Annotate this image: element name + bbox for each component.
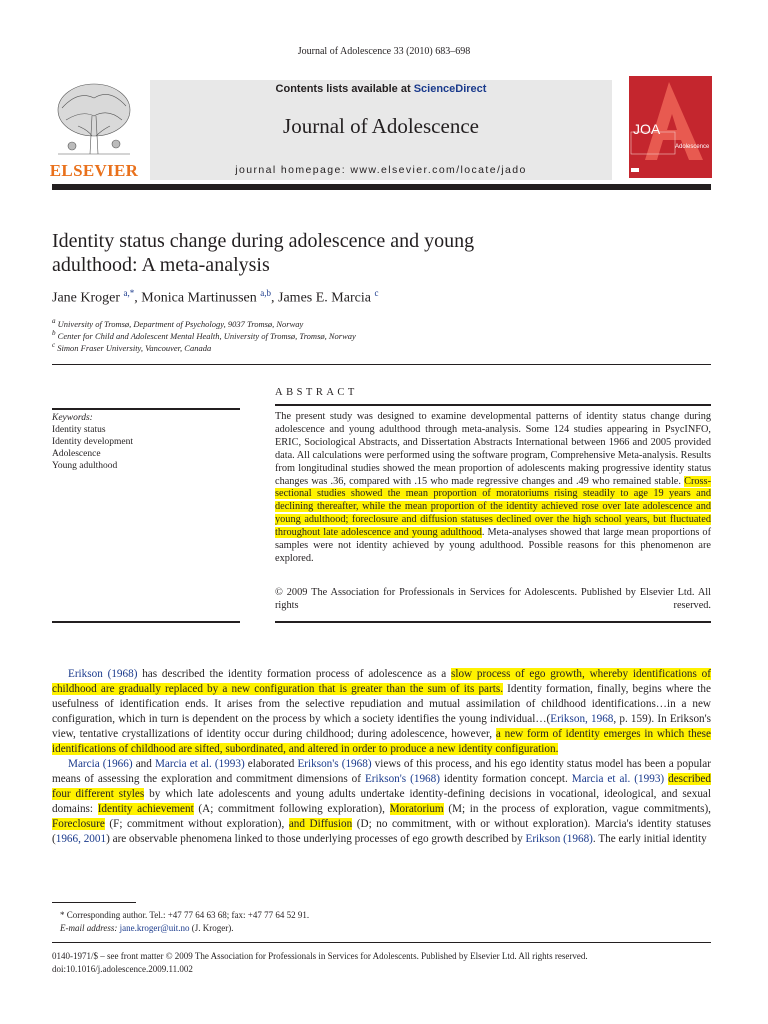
email-suffix: (J. Kroger).: [189, 923, 234, 933]
author-affil-mark[interactable]: a,*: [123, 288, 135, 298]
body-text-run: (D; no commitment, with or without exploration). Marcia's identity statuses (: [52, 818, 712, 845]
keyword: Identity development: [52, 437, 133, 447]
body-paragraph-2: [52, 757, 711, 847]
highlighted-text: Identity achievement: [97, 803, 194, 815]
body-text-run: , p. 159). In Erikson's view, tentative crystallizations of identity occur during childhood; during adolescence, however,: [52, 713, 712, 740]
body-text-run: elaborated: [244, 758, 298, 770]
copyright-text: © 2009 The Association for Professionals in Services for Adolescents. Published by Elsevier Ltd. All rights reserved.: [275, 587, 711, 611]
keyword: Identity status: [52, 425, 106, 435]
affil-mark: a: [52, 317, 56, 325]
citation-link[interactable]: Erikson (1968): [68, 668, 138, 680]
citation-link[interactable]: Marcia et al. (1993): [571, 773, 665, 785]
title-divider: [52, 364, 711, 365]
journal-homepage[interactable]: journal homepage: www.elsevier.com/locate/jado: [235, 164, 527, 176]
doi-line: doi:10.1016/j.adolescence.2009.11.002: [52, 964, 193, 974]
highlighted-text: Foreclosure: [52, 818, 105, 830]
affiliation: [52, 317, 652, 329]
footer-rule: [52, 942, 711, 943]
body-text-run: (M; in the process of exploration, vague commitments),: [443, 803, 711, 815]
affil-mark: c: [52, 341, 56, 349]
keywords-bottom-rule: [52, 621, 240, 623]
body-text-run: has described the identity formation process of adolescence as a: [137, 668, 451, 680]
body-text-run: . The early initial identity: [592, 833, 707, 845]
citation-link[interactable]: Erikson's (1968): [297, 758, 372, 770]
keyword: Adolescence: [52, 449, 101, 459]
email-note: [60, 923, 233, 933]
citation-link[interactable]: Marcia et al. (1993): [154, 758, 245, 770]
body-text-run: (F; commitment without exploration),: [104, 818, 289, 830]
journal-citation: Journal of Adolescence 33 (2010) 683–698: [297, 46, 471, 57]
footnote-rule: [52, 902, 136, 903]
keywords-heading: Keywords:: [52, 413, 93, 423]
author-list: Jane Kroger $^{a,*}$, Monica Martinussen $^{a,b}$, James E. Marcia $^c$: [52, 288, 379, 306]
issn-line: 0140-1971/$ – see front matter © 2009 The Association for Professionals in Services for Adolescents. Published by Elsevier Ltd. All rights reserved.: [52, 951, 588, 961]
journal-cover: [629, 76, 712, 178]
contents-prefix: Contents lists available at: [275, 83, 414, 95]
body-paragraph-1: [52, 667, 711, 757]
journal-title: Journal of Adolescence: [283, 114, 479, 138]
email-label: E-mail address:: [60, 923, 118, 933]
title-line-2: adulthood: A meta-analysis: [52, 254, 270, 276]
citation-link[interactable]: 1966, 2001: [55, 833, 107, 845]
title-line-1: Identity status change during adolescence and young: [52, 230, 475, 252]
abstract-end: . Meta-analyses showed that large mean proportions of samples were not identity achieved by young adulthood. Possible reasons for this phenomenon are explored.: [275, 527, 711, 564]
body-text-run: and: [132, 758, 155, 770]
cover-letters: JOA: [633, 121, 661, 137]
highlighted-text: described four different styles: [52, 773, 711, 800]
keywords-top-rule: [52, 408, 240, 410]
masthead-rule: [52, 184, 711, 190]
abstract-text: [275, 411, 711, 566]
author-name: James E. Marcia: [278, 290, 371, 306]
affil-text: Simon Fraser University, Vancouver, Canada: [57, 342, 212, 353]
citation-link[interactable]: Erikson, 1968: [550, 713, 614, 725]
body-text-run: by which late adolescents and young adults undertake identity-defining decisions in vocational, ideological, and sexual domains:: [52, 788, 711, 815]
body-text-run: identity formation concept.: [439, 773, 572, 785]
body-text-run: (A; commitment following exploration),: [193, 803, 390, 815]
affiliation: [52, 329, 652, 341]
affiliation: [52, 341, 652, 353]
author-affil-mark[interactable]: c: [374, 288, 379, 298]
abstract-highlight: Cross-sectional studies showed the mean proportion of moratoriums rising steadily to age 19 years and declining thereafter, while the mean proportion of the identity achieved rose over late adolescence and young adulthood; foreclosure and diffusion statuses declined over the high school years, but fluctuated throughout late adolescence and young adulthood: [275, 475, 711, 539]
highlighted-text: slow process of ego growth, whereby identifications of childhood are gradually replaced by a new configuration that is greater than the sum of its parts.: [52, 668, 711, 695]
publisher-name: ELSEVIER: [49, 161, 139, 180]
body-text-run: Identity formation, finally, begins where the usefulness of identification ends. It arises from the selective repudiation and mutual assimilation of childhood identifications…in a new configuration, which in turn is dependent on the process by which a society identifies the young individual…(: [52, 683, 711, 725]
abstract-plain: The present study was designed to examine developmental patterns of identity status change during adolescence and young adulthood through meta-analysis. Some 124 studies appearing in PsycINFO, ERIC, Sociological Abstracts, and Dissertation Abstracts International between 1966 and 2005 provided data. All calculations were performed using the software program, Comprehensive Meta-analysis. Results from longitudinal studies showed the mean proportion of adolescents making progressive identity status changes was .36, compared with .15 who made regressive changes and .49 who remained stable.: [275, 411, 711, 487]
author-name: Jane Kroger: [52, 290, 121, 306]
abstract-bottom-rule: [275, 621, 711, 623]
author-affil-mark[interactable]: a,b: [260, 288, 272, 298]
body-text-run: ) are observable phenomena linked to those underlying processes of ego growth described by: [106, 833, 526, 845]
affil-text: Center for Child and Adolescent Mental Health, University of Tromsø, Tromsø, Norway: [57, 330, 356, 341]
citation-link[interactable]: Erikson (1968): [525, 833, 593, 845]
citation-link[interactable]: Erikson's (1968): [364, 773, 440, 785]
body-text-run: views of this process, and his ego identity status model has been a popular means of assessing the exploration and commitment dimensions of: [52, 758, 711, 785]
highlighted-text: Moratorium: [389, 803, 444, 815]
body-text: [52, 667, 711, 847]
highlighted-text: and Diffusion: [288, 818, 353, 830]
sciencedirect-link[interactable]: ScienceDirect: [413, 83, 487, 95]
citation-link[interactable]: Marcia (1966): [68, 758, 133, 770]
abstract-copyright: [275, 587, 711, 626]
keyword: Young adulthood: [52, 461, 118, 471]
abstract-heading: ABSTRACT: [275, 387, 358, 398]
contents-line: [150, 83, 612, 95]
email-link[interactable]: jane.kroger@uit.no: [119, 923, 190, 933]
cover-label: Adolescence: [675, 144, 710, 150]
article-title: [52, 229, 572, 277]
abstract-top-rule: [275, 404, 711, 406]
affil-text: University of Tromsø, Department of Psychology, 9037 Tromsø, Norway: [57, 318, 304, 329]
affil-mark: b: [52, 329, 56, 337]
corresponding-author-note: * Corresponding author. Tel.: +47 77 64 63 68; fax: +47 77 64 52 91.: [60, 910, 310, 920]
highlighted-text: a new form of identity emerges in which these identifications of childhood are sifted, subordinated, and altered in order to produce a new identity configuration.: [52, 728, 712, 755]
author-name: Monica Martinussen: [141, 290, 257, 306]
